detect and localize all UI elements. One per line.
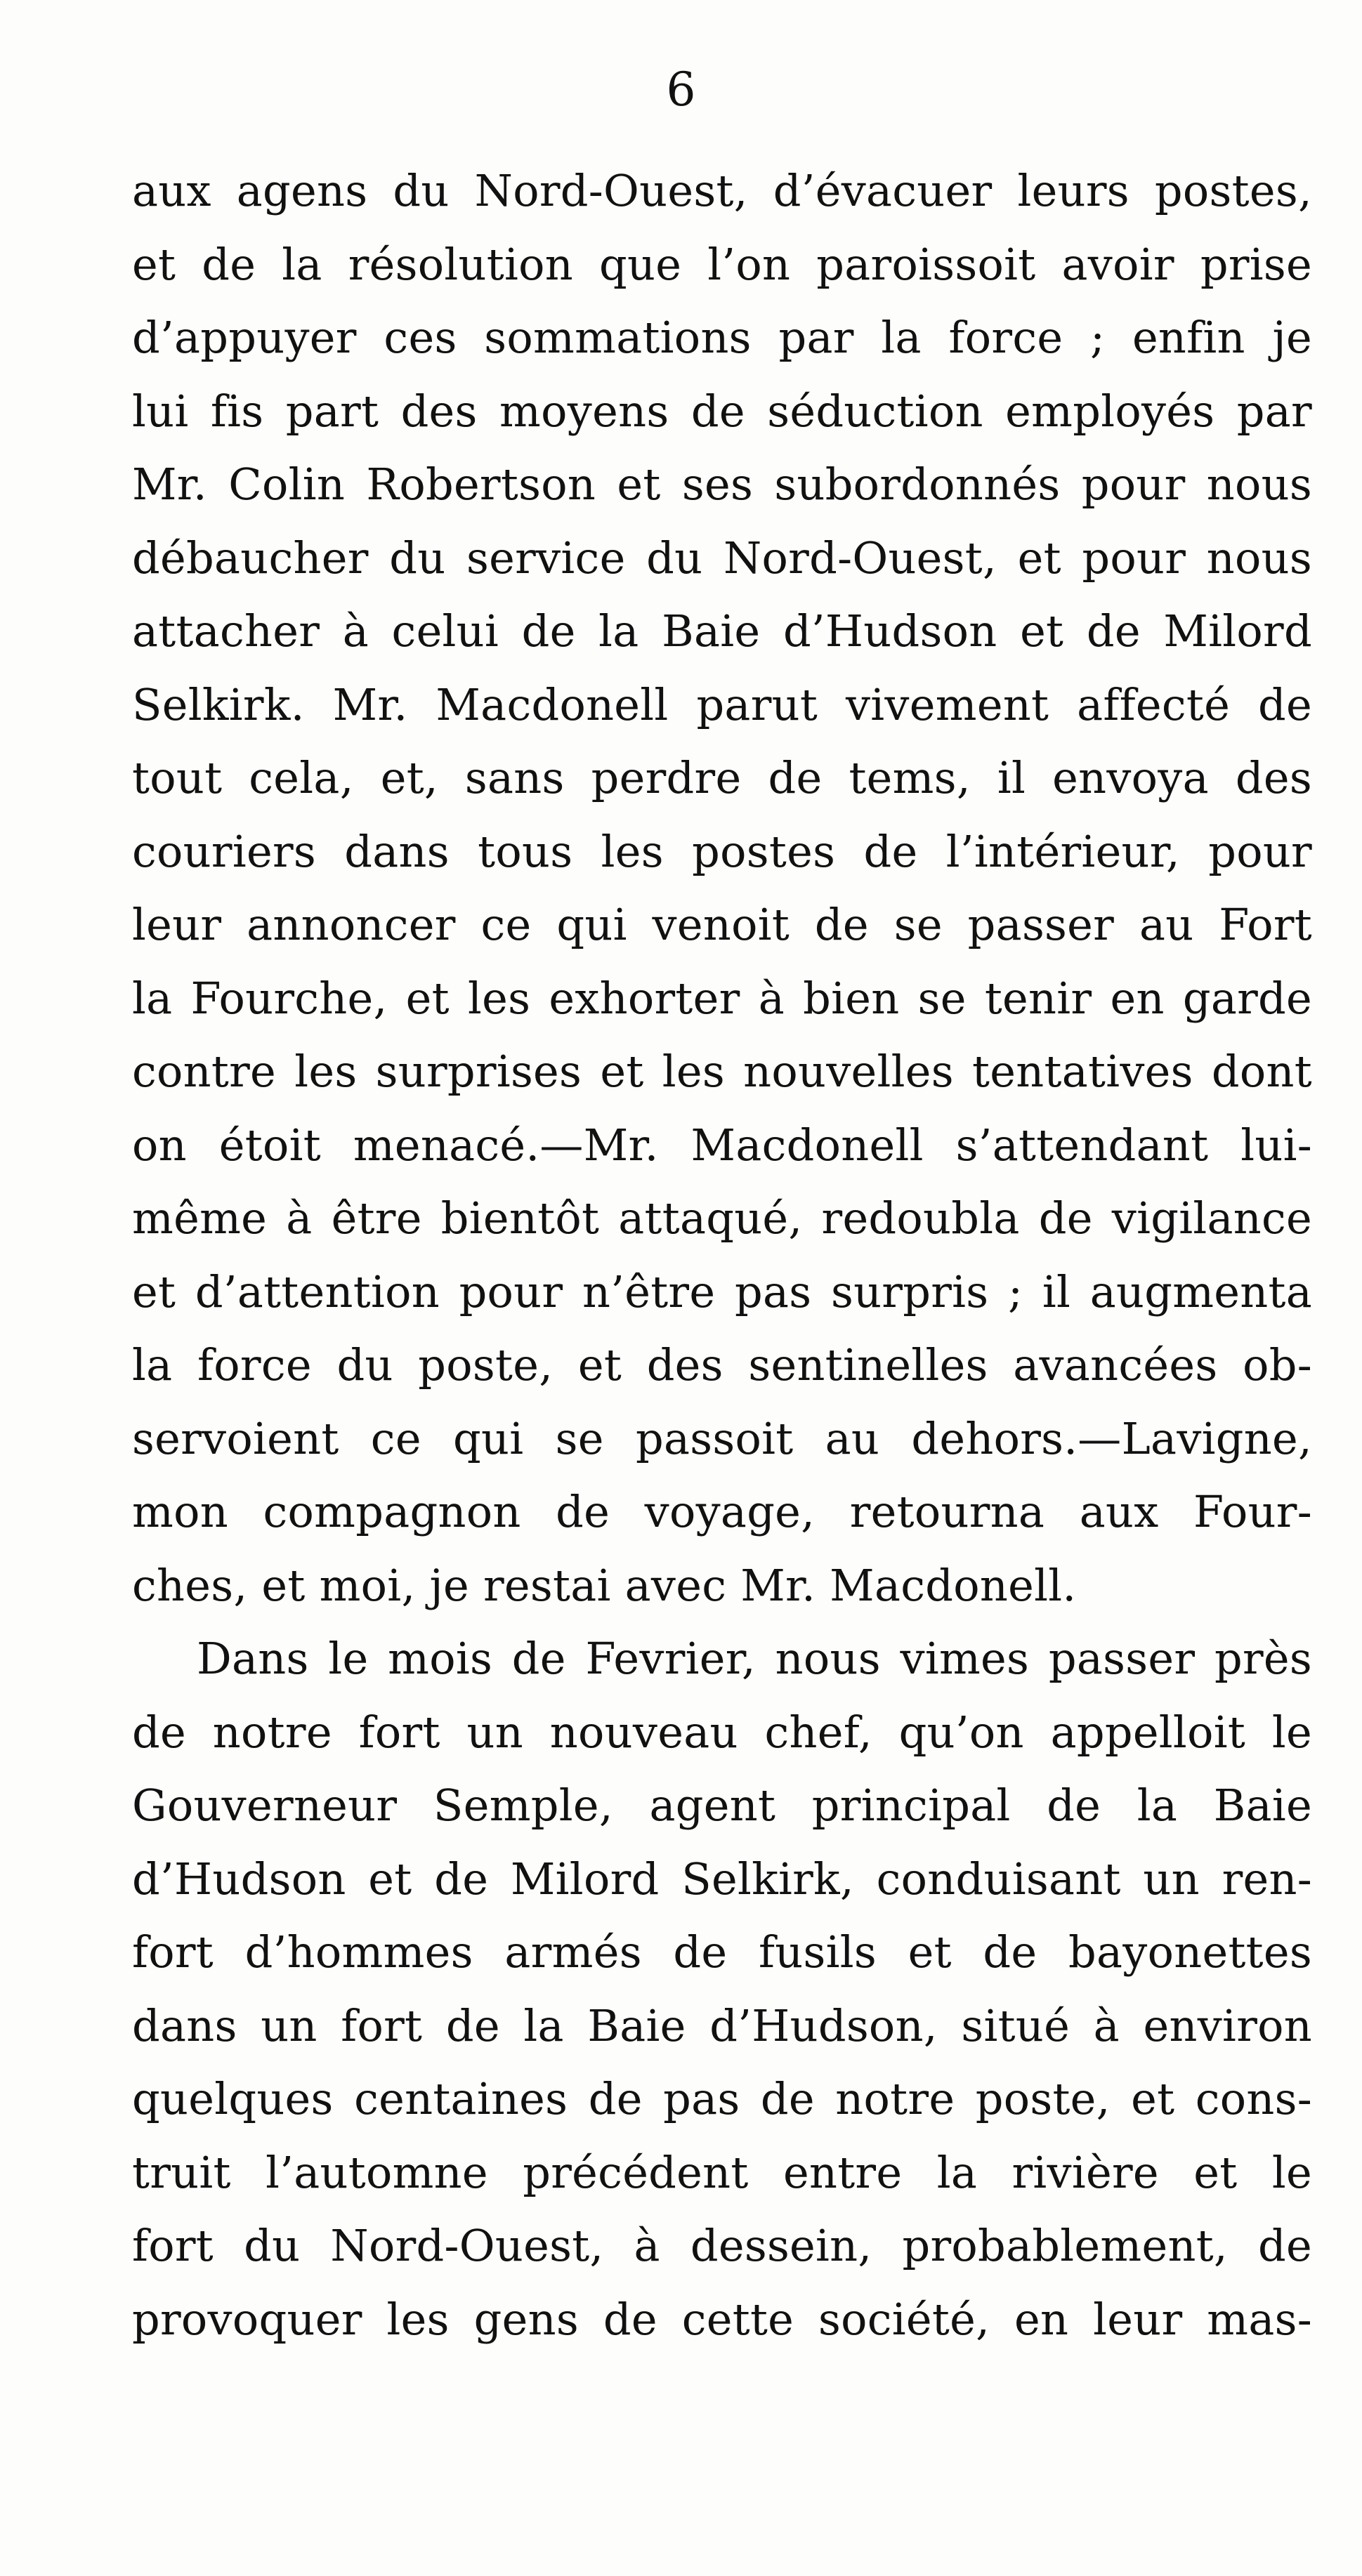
- text-line: quelques centaines de pas de notre poste, et cons-: [132, 2073, 1312, 2124]
- text-line: d’Hudson et de Milord Selkirk, conduisant un ren-: [132, 1853, 1312, 1905]
- text-line: d’appuyer ces sommations par la force ; enfin je: [132, 312, 1312, 363]
- text-line: dans un fort de la Baie d’Hudson, situé à environ: [132, 1999, 1312, 2051]
- text-line: débaucher du service du Nord-Ouest, et pour nous: [132, 532, 1312, 584]
- text-line: servoient ce qui se passoit au dehors.—Lavigne,: [132, 1412, 1312, 1464]
- text-line: fort d’hommes armés de fusils et de bayonettes: [132, 1926, 1312, 1978]
- text-line: truit l’automne précédent entre la rivière et le: [132, 2146, 1312, 2198]
- text-line: la force du poste, et des sentinelles avancées ob-: [132, 1339, 1312, 1391]
- text-line: on étoit menacé.—Mr. Macdonell s’attendant lui-: [132, 1119, 1312, 1171]
- text-line: et de la résolution que l’on paroissoit avoir prise: [132, 238, 1312, 290]
- text-line: de notre fort un nouveau chef, qu’on appelloit le: [132, 1706, 1312, 1758]
- text-line: même à être bientôt attaqué, redoubla de vigilance: [132, 1192, 1312, 1244]
- text-line: aux agens du Nord-Ouest, d’évacuer leurs postes,: [132, 165, 1312, 216]
- paragraph-end-line: ches, et moi, je restai avec Mr. Macdonell.: [132, 1559, 1077, 1611]
- page-number: 6: [666, 63, 696, 117]
- text-line: lui fis part des moyens de séduction employés par: [132, 385, 1312, 437]
- text-line: Mr. Colin Robertson et ses subordonnés pour nous: [132, 459, 1312, 510]
- body-text: [132, 155, 1312, 2356]
- text-line: provoquer les gens de cette société, en leur mas-: [132, 2293, 1312, 2345]
- text-line: couriers dans tous les postes de l’intérieur, pour: [132, 825, 1312, 877]
- text-line: attacher à celui de la Baie d’Hudson et de Milord: [132, 605, 1312, 657]
- text-line: tout cela, et, sans perdre de tems, il envoya des: [132, 752, 1312, 803]
- text-line: Selkirk. Mr. Macdonell parut vivement affecté de: [132, 678, 1312, 730]
- text-line: fort du Nord-Ouest, à dessein, probablement, de: [132, 2220, 1312, 2271]
- text-line: leur annoncer ce qui venoit de se passer au Fort: [132, 899, 1312, 950]
- text-line: la Fourche, et les exhorter à bien se tenir en garde: [132, 972, 1312, 1024]
- text-line: mon compagnon de voyage, retourna aux Four-: [132, 1486, 1312, 1537]
- text-line: et d’attention pour n’être pas surpris ; il augmenta: [132, 1266, 1312, 1317]
- text-line: Gouverneur Semple, agent principal de la Baie: [132, 1780, 1312, 1831]
- paragraph-start-line: Dans le mois de Fevrier, nous vimes passer près: [197, 1633, 1312, 1684]
- text-line: contre les surprises et les nouvelles tentatives dont: [132, 1046, 1312, 1097]
